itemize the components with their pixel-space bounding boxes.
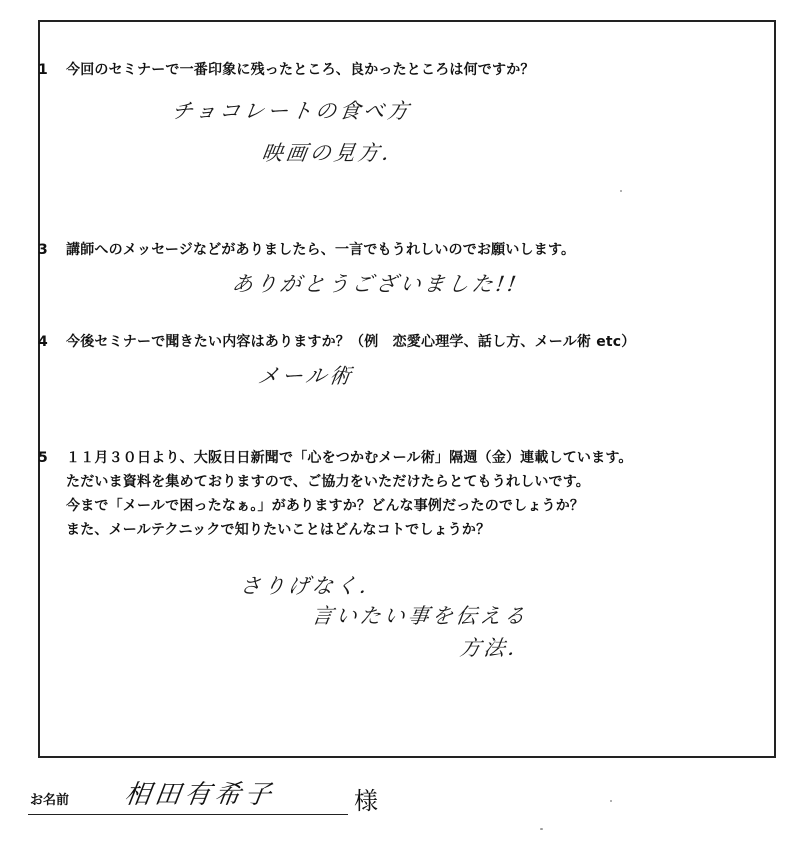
- question-3: [38, 238, 575, 262]
- scan-speck: [610, 800, 612, 802]
- name-label: お名前: [30, 793, 70, 808]
- scan-speck: [620, 190, 622, 192]
- question-5-number: 5: [38, 450, 48, 466]
- question-5-line-4: また、メールテクニックで知りたいことはどんなコトでしょうか？: [66, 522, 491, 538]
- answer-5-line-2: 言いたい事を伝える: [310, 604, 530, 628]
- question-5-line-3: 今まで「メールで困ったなぁ。」がありますか？どんな事例だったのでしょうか？: [66, 498, 585, 514]
- honorific-suffix: 様: [354, 787, 378, 815]
- name-underline: [28, 814, 348, 815]
- answer-5-line-3: 方法．: [458, 636, 534, 660]
- questionnaire-frame: [38, 20, 776, 758]
- question-3-text: 講師へのメッセージなどがありましたら、一言でもうれしいのでお願いします。: [66, 242, 576, 258]
- answer-3: ありがとうございました!!: [230, 272, 521, 296]
- question-5-line-1: [38, 446, 633, 470]
- question-3-number: 3: [38, 242, 48, 258]
- answer-1-line-1: チョコレートの食べ方: [170, 99, 413, 123]
- question-4-number: 4: [38, 334, 48, 350]
- scan-speck: [540, 828, 543, 830]
- question-1: [38, 58, 535, 82]
- answer-5-line-1: さりげなく．: [238, 574, 386, 598]
- question-5-text-1: １１月３０日より、大阪日日新聞で「心をつかむメール術」隔週（金）連載しています。: [66, 450, 633, 466]
- question-1-number: 1: [38, 62, 48, 78]
- answer-4: メール術: [256, 364, 356, 388]
- question-1-text: 今回のセミナーで一番印象に残ったところ、良かったところは何ですか？: [66, 62, 535, 78]
- signature-name: 相田有希子: [122, 780, 277, 810]
- question-5-line-2: ただいま資料を集めておりますので、ご協力をいただけたらとてもうれしいです。: [66, 474, 590, 490]
- question-5: [38, 446, 633, 542]
- answer-1-line-2: 映画の見方．: [260, 141, 408, 165]
- question-4: [38, 330, 635, 354]
- question-4-text: 今後セミナーで聞きたい内容はありますか？（例 恋愛心理学、話し方、メール術 etc）: [66, 334, 636, 350]
